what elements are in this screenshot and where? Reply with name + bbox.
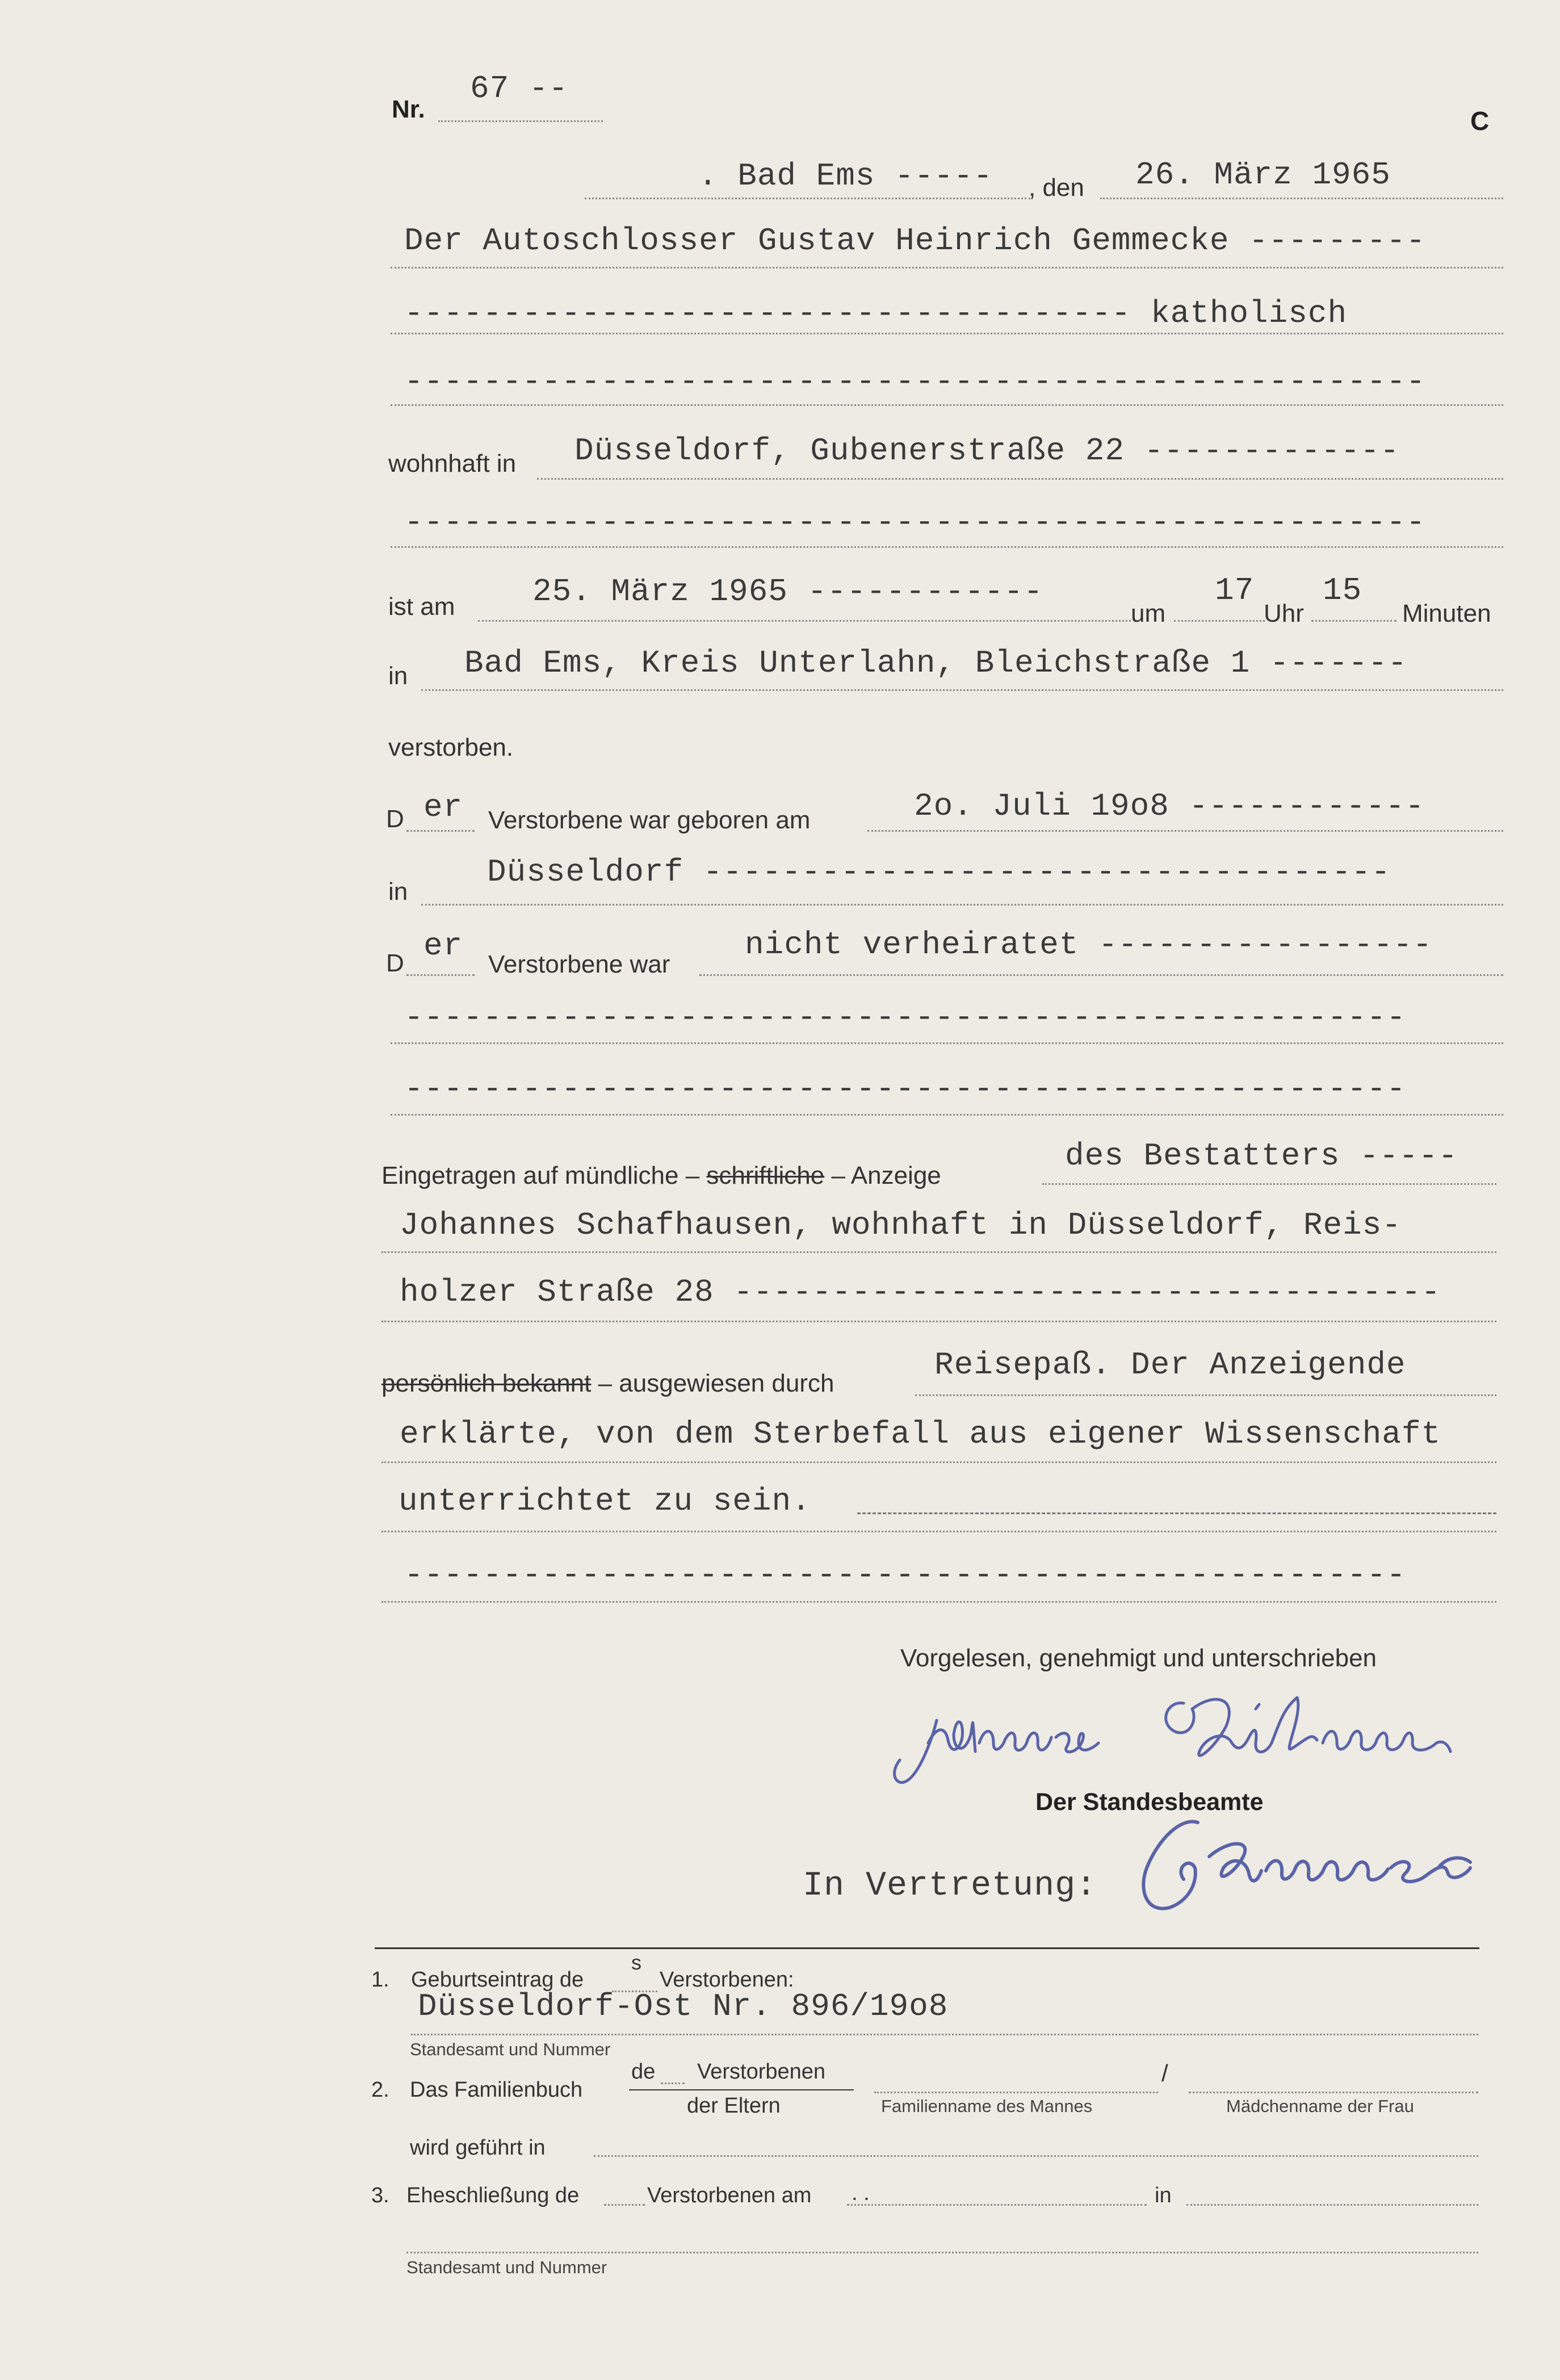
informant-text-1: des Bestatters ----- xyxy=(1065,1138,1458,1174)
birth-place: Düsseldorf ----------------------------------- xyxy=(487,854,1391,890)
marital-er: er xyxy=(423,928,463,964)
official-signature xyxy=(1130,1805,1493,1930)
item3-sublabel: Standesamt und Nummer xyxy=(406,2257,607,2277)
birth-date: 2o. Juli 19o8 ------------ xyxy=(914,788,1425,824)
id-line xyxy=(915,1394,1496,1396)
marital-line-3 xyxy=(391,1114,1503,1116)
item2-verstorbenen: Verstorbenen xyxy=(697,2060,826,2084)
informant-line-1 xyxy=(1042,1183,1496,1185)
person-line-1 xyxy=(391,267,1503,269)
marital-status: nicht verheiratet ----------------- xyxy=(745,927,1433,963)
hour-line xyxy=(1174,620,1265,622)
statement-text-2: unterrichtet zu sein. xyxy=(399,1483,811,1519)
informant-text-2: Johannes Schafhausen, wohnhaft in Düsseldorf, Reis- xyxy=(400,1207,1402,1243)
marital-text-2: --------------------------------------------------- xyxy=(404,999,1406,1036)
wohnhaft-text-2: ---------------------------------------------------- xyxy=(404,504,1426,540)
item1-label-b: Verstorbenen: xyxy=(660,1968,794,1992)
statement-line-2 xyxy=(381,1531,1496,1532)
person-text-2: ------------------------------------- katholisch xyxy=(404,295,1348,332)
wohnhaft-value: Düsseldorf, Gubenerstraße 22 ------------- xyxy=(574,433,1400,469)
informant-signature xyxy=(874,1658,1510,1794)
statement-line-1 xyxy=(381,1461,1496,1463)
item3-in-line xyxy=(1186,2204,1478,2206)
um-label: um xyxy=(1131,600,1166,627)
marital-line-2 xyxy=(391,1042,1503,1044)
birth-in-label: in xyxy=(388,878,408,906)
item3-de-line xyxy=(604,2204,645,2206)
death-in-label: in xyxy=(388,662,408,690)
item3-date-line xyxy=(847,2204,1147,2206)
ausgewiesen-label xyxy=(381,1369,834,1398)
verstorben-label: verstorben. xyxy=(388,734,514,761)
item3-in: in xyxy=(1155,2184,1172,2207)
item1-sublabel: Standesamt und Nummer xyxy=(410,2039,611,2059)
item2-eltern: der Eltern xyxy=(687,2094,781,2118)
minutes-line xyxy=(1311,620,1397,622)
header-place: . Bad Ems ----- xyxy=(698,158,993,194)
footer-rule xyxy=(375,1947,1479,1949)
place-line xyxy=(585,198,1030,199)
death-minutes: 15 xyxy=(1323,572,1362,609)
birth-er: er xyxy=(423,789,463,826)
geboren-label: Verstorbene war geboren am xyxy=(488,806,811,834)
person-text-1: Der Autoschlosser Gustav Heinrich Gemmecke --------- xyxy=(404,223,1426,259)
marital-er-line xyxy=(406,974,475,976)
item2-gefuehrt: wird geführt in xyxy=(410,2136,546,2160)
item2-de-line xyxy=(661,2082,685,2084)
persoenlich-struck: persönlich bekannt xyxy=(381,1369,592,1397)
uhr-label: Uhr xyxy=(1264,600,1304,627)
id-text: Reisepaß. Der Anzeigende xyxy=(934,1347,1406,1383)
item3-dots: . . xyxy=(852,2181,870,2205)
item2-de: de xyxy=(631,2060,656,2084)
person-line-2 xyxy=(391,333,1503,334)
death-place: Bad Ems, Kreis Unterlahn, Bleichstraße 1 ------- xyxy=(464,645,1408,681)
item1-value: Düsseldorf-Ost Nr. 896/19o8 xyxy=(418,1988,949,2025)
anzeige-text: – Anzeige xyxy=(831,1162,941,1189)
birth-d-label: D xyxy=(386,805,404,833)
eingetragen-label xyxy=(381,1162,941,1190)
item2-fraction-rule xyxy=(629,2089,854,2090)
marital-text-3: --------------------------------------------------- xyxy=(404,1071,1406,1107)
item2-slash: / xyxy=(1161,2060,1168,2086)
item2-frau-label: Mädchenname der Frau xyxy=(1226,2096,1414,2116)
statement-text-1: erklärte, von dem Sterbefall aus eigener Wissenschaft xyxy=(400,1416,1441,1452)
person-text-3: ---------------------------------------------------- xyxy=(404,363,1426,400)
statement-line-3 xyxy=(381,1601,1496,1603)
wohnhaft-line-2 xyxy=(391,546,1503,548)
death-hour: 17 xyxy=(1215,572,1255,609)
corner-letter: C xyxy=(1470,106,1490,136)
item2-label: Das Familienbuch xyxy=(410,2078,583,2102)
item1-value-line xyxy=(411,2034,1478,2035)
marital-status-line xyxy=(699,974,1503,976)
marital-war-label: Verstorbene war xyxy=(488,950,670,978)
person-line-3 xyxy=(391,404,1503,406)
schriftliche-struck: schriftliche xyxy=(706,1162,825,1189)
item2-mann-line xyxy=(874,2092,1158,2093)
birth-date-line xyxy=(867,830,1503,832)
item2-gefuehrt-line xyxy=(594,2155,1478,2157)
death-date: 25. März 1965 ------------ xyxy=(532,573,1043,610)
marital-d-label: D xyxy=(386,949,404,977)
item3-standesamt-line xyxy=(406,2252,1478,2253)
eingetragen-text: Eingetragen auf mündliche – xyxy=(381,1162,700,1189)
den-label: , den xyxy=(1029,174,1084,202)
vorgelesen-text: Vorgelesen, genehmigt und unterschrieben xyxy=(900,1644,1377,1672)
standesbeamte-label: Der Standesbeamte xyxy=(1035,1788,1264,1816)
ausgewiesen-text: – ausgewiesen durch xyxy=(598,1369,834,1397)
item2-frau-line xyxy=(1189,2092,1478,2093)
date-line xyxy=(1100,198,1503,199)
nr-line xyxy=(438,120,603,122)
wohnhaft-line xyxy=(537,478,1503,480)
statement-text-3: --------------------------------------------------- xyxy=(404,1557,1406,1593)
informant-text-3: holzer Straße 28 ------------------------------------ xyxy=(400,1274,1441,1310)
item3-number: 3. xyxy=(371,2184,389,2207)
birth-er-line xyxy=(406,830,475,832)
item2-number: 2. xyxy=(371,2078,389,2102)
item1-number: 1. xyxy=(371,1968,389,1992)
death-date-line xyxy=(478,620,1131,622)
item1-label-a: Geburtseintrag de xyxy=(411,1968,584,1992)
informant-line-3 xyxy=(381,1321,1496,1322)
item3-label: Eheschließung de xyxy=(406,2184,580,2207)
nr-value: 67 -- xyxy=(470,70,569,107)
nr-label: Nr. xyxy=(392,95,425,123)
ist-am-label: ist am xyxy=(388,593,455,621)
item2-mann-label: Familienname des Mannes xyxy=(881,2096,1093,2116)
death-place-line xyxy=(421,689,1503,691)
statement-handdrawn-line xyxy=(857,1512,1496,1514)
item1-s: s xyxy=(631,1951,641,1974)
vertretung-text: In Vertretung: xyxy=(803,1867,1097,1905)
header-date: 26. März 1965 xyxy=(1135,157,1391,193)
item3-am: Verstorbenen am xyxy=(647,2184,812,2207)
wohnhaft-label: wohnhaft in xyxy=(388,450,517,477)
minuten-label: Minuten xyxy=(1402,600,1491,627)
birth-place-line xyxy=(421,904,1503,906)
informant-line-2 xyxy=(381,1251,1496,1253)
